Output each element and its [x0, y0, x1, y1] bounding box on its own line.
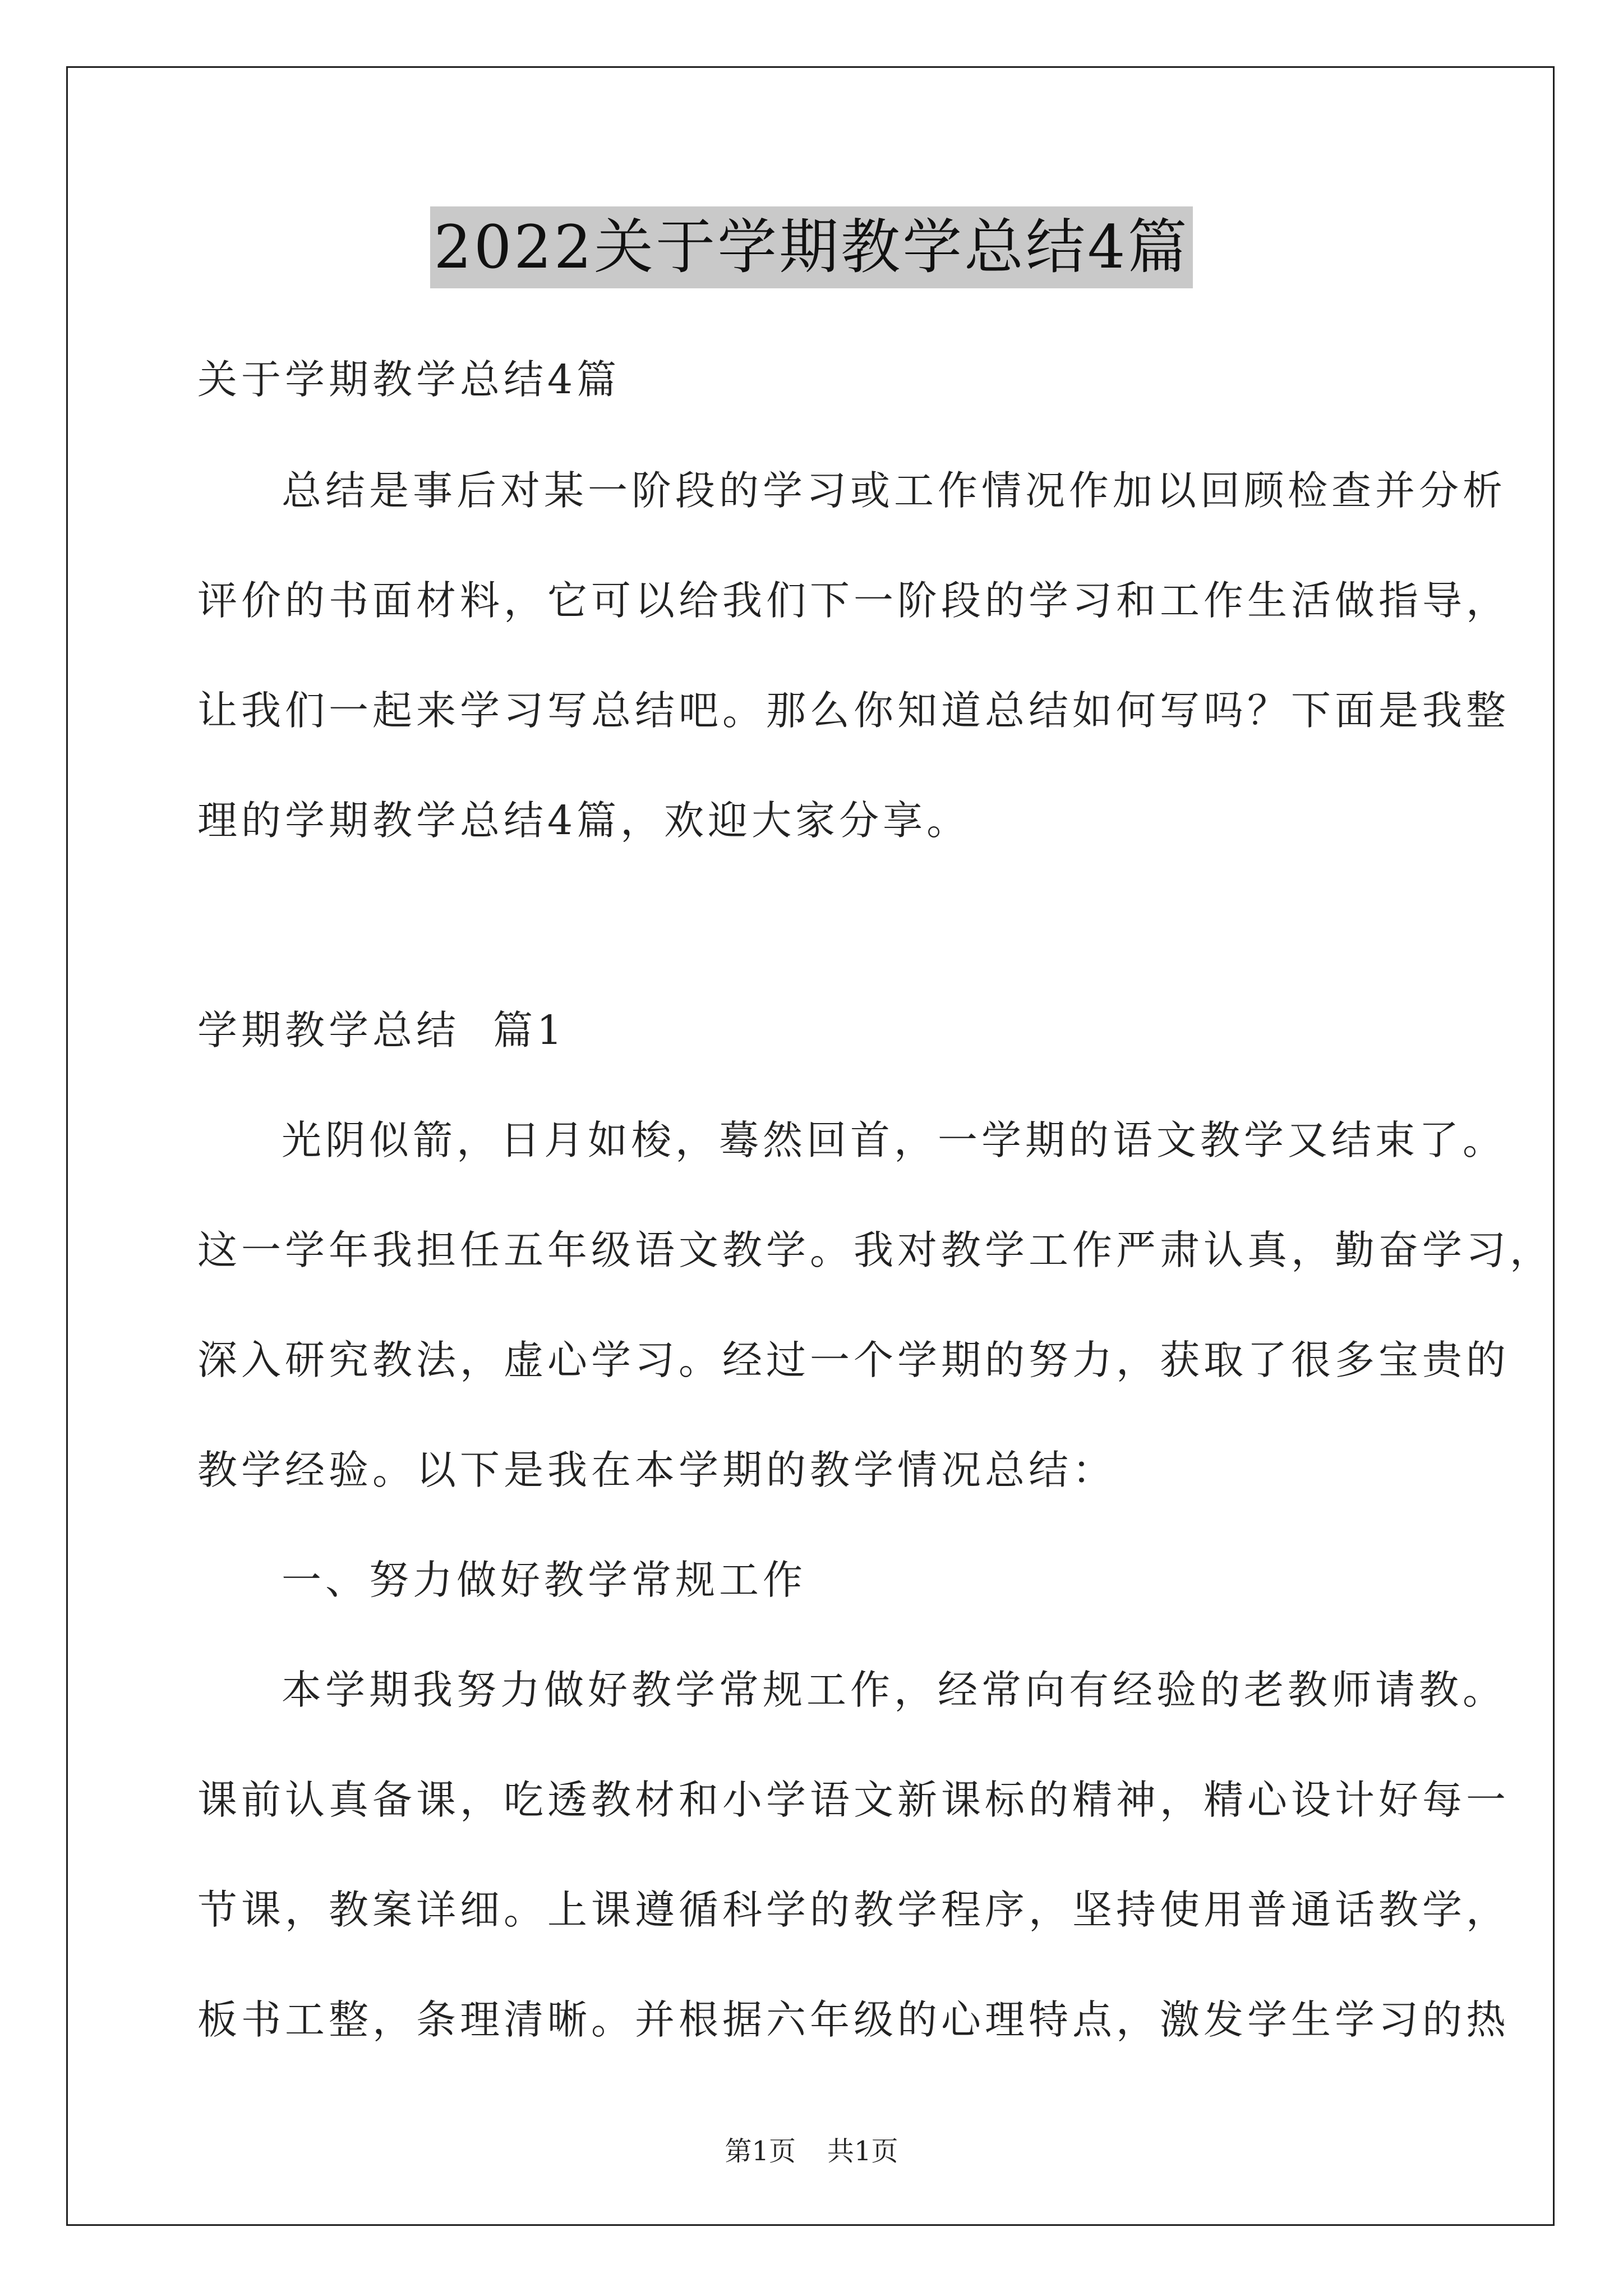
- title-container: [0, 206, 1623, 288]
- section-line-3: 深入研究教法，虚心学习。经过一个学期的努力，获取了很多宝贵的: [197, 1337, 1510, 1383]
- section-line-2: 这一学年我担任五年级语文教学。我对教学工作严肃认真，勤奋学习，: [197, 1227, 1554, 1273]
- section-line-1: 光阴似箭，日月如梭，蓦然回首，一学期的语文教学又结束了。: [282, 1117, 1507, 1163]
- page-footer: [0, 2129, 1623, 2168]
- page-number: 第1页: [725, 2136, 796, 2167]
- point-line-3: 节课，教案详细。上课遵循科学的教学程序，坚持使用普通话教学，: [197, 1887, 1510, 1933]
- intro-line-3: 让我们一起来学习写总结吧。那么你知道总结如何写吗？下面是我整: [197, 687, 1510, 734]
- point-line-1: 本学期我努力做好教学常规工作，经常向有经验的老教师请教。: [282, 1667, 1507, 1713]
- intro-line-4: 理的学期教学总结4篇，欢迎大家分享。: [197, 797, 971, 844]
- section-line-4: 教学经验。以下是我在本学期的教学情况总结：: [197, 1447, 1117, 1493]
- point-heading: 一、努力做好教学常规工作: [282, 1557, 807, 1603]
- document-title: 2022关于学期教学总结4篇: [430, 206, 1192, 288]
- document-subtitle: 关于学期教学总结4篇: [197, 356, 621, 403]
- page-total: 共1页: [827, 2136, 898, 2167]
- intro-line-2: 评价的书面材料，它可以给我们下一阶段的学习和工作生活做指导，: [197, 577, 1510, 624]
- section-heading: 学期教学总结 篇1: [197, 1007, 566, 1053]
- point-line-4: 板书工整，条理清晰。并根据六年级的心理特点，激发学生学习的热: [197, 1996, 1510, 2043]
- intro-line-1: 总结是事后对某一阶段的学习或工作情况作加以回顾检查并分析: [282, 467, 1507, 514]
- point-line-2: 课前认真备课，吃透教材和小学语文新课标的精神，精心设计好每一: [197, 1777, 1510, 1823]
